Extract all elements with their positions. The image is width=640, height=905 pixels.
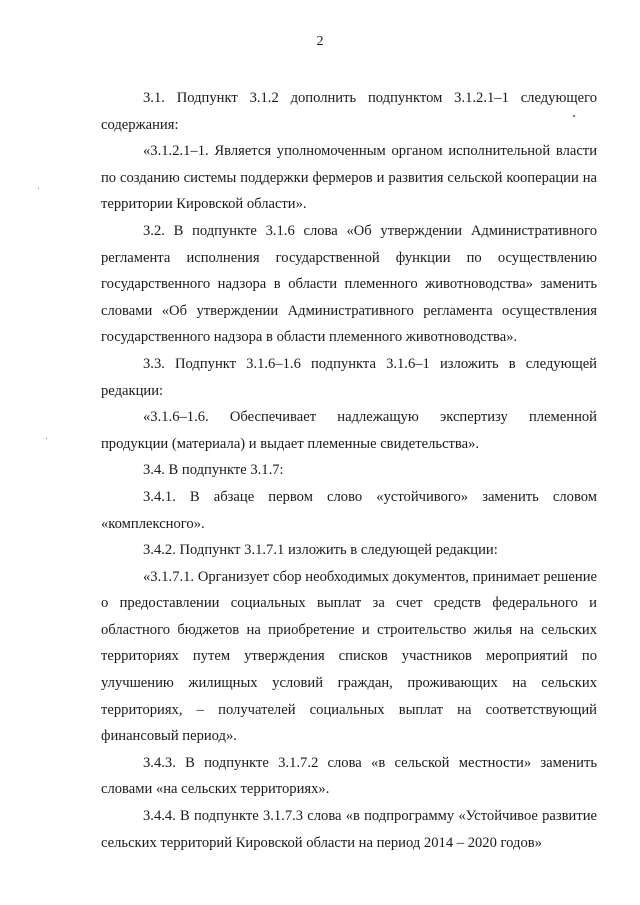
paragraph-3-4-4: 3.4.4. В подпункте 3.1.7.3 слова «в подпрограмму «Устойчивое развитие сельских территорий Кировской области на период 2014 – 2020 годов» [101,808,597,851]
paragraph-3-1-2-1-1-text: «3.1.2.1–1. Является уполномоченным органом исполнительной власти по созданию системы поддержки фермеров и развития сельской кооперации на территории Кировской области». [101,143,597,213]
paragraph-3-3: 3.3. Подпункт 3.1.6–1.6 подпункта 3.1.6–1 изложить в следующей редакции: [101,355,597,399]
paragraph-3-1-7-1-text: «3.1.7.1. Организует сбор необходимых документов, принимает решение о предоставлении социальных выплат за счет средств федерального и областного бюджетов на приобретение и строительство жилья на сельских территориях путем утверждения списков участников мероприятий по улучшению жилищных условий граждан, проживающих на сельских территориях, – получателей социальных выплат на соответствующий финансовый период». [101,568,597,745]
scan-speck [46,438,47,439]
paragraph-3-1-6-1-6-text: «3.1.6–1.6. Обеспечивает надлежащую экспертизу племенной продукции (материала) и выдает племенные свидетельства». [101,409,597,452]
scan-speck [38,188,39,189]
page-number: 2 [316,34,324,49]
paragraph-3-4-3: 3.4.3. В подпункте 3.1.7.2 слова «в сельской местности» заменить словами «на сельских территориях». [101,754,597,798]
document-body [101,85,597,856]
scan-speck [573,115,575,117]
paragraph-3-4-1: 3.4.1. В абзаце первом слово «устойчивого» заменить словом «комплексного». [101,488,597,532]
paragraph-3-4-2: 3.4.2. Подпункт 3.1.7.1 изложить в следующей редакции: [143,542,498,559]
paragraph-3-2: 3.2. В подпункте 3.1.6 слова «Об утверждении Административного регламента исполнения государственной функции по осуществлению государственного надзора в области племенного животноводства» заменить словами «Об утверждении Административного регламента осуществления государственного надзора в области племенного животноводства». [101,222,597,346]
paragraph-3-1: 3.1. Подпункт 3.1.2 дополнить подпунктом 3.1.2.1–1 следующего содержания: [101,90,597,133]
paragraph-3-4: 3.4. В подпункте 3.1.7: [143,462,284,479]
